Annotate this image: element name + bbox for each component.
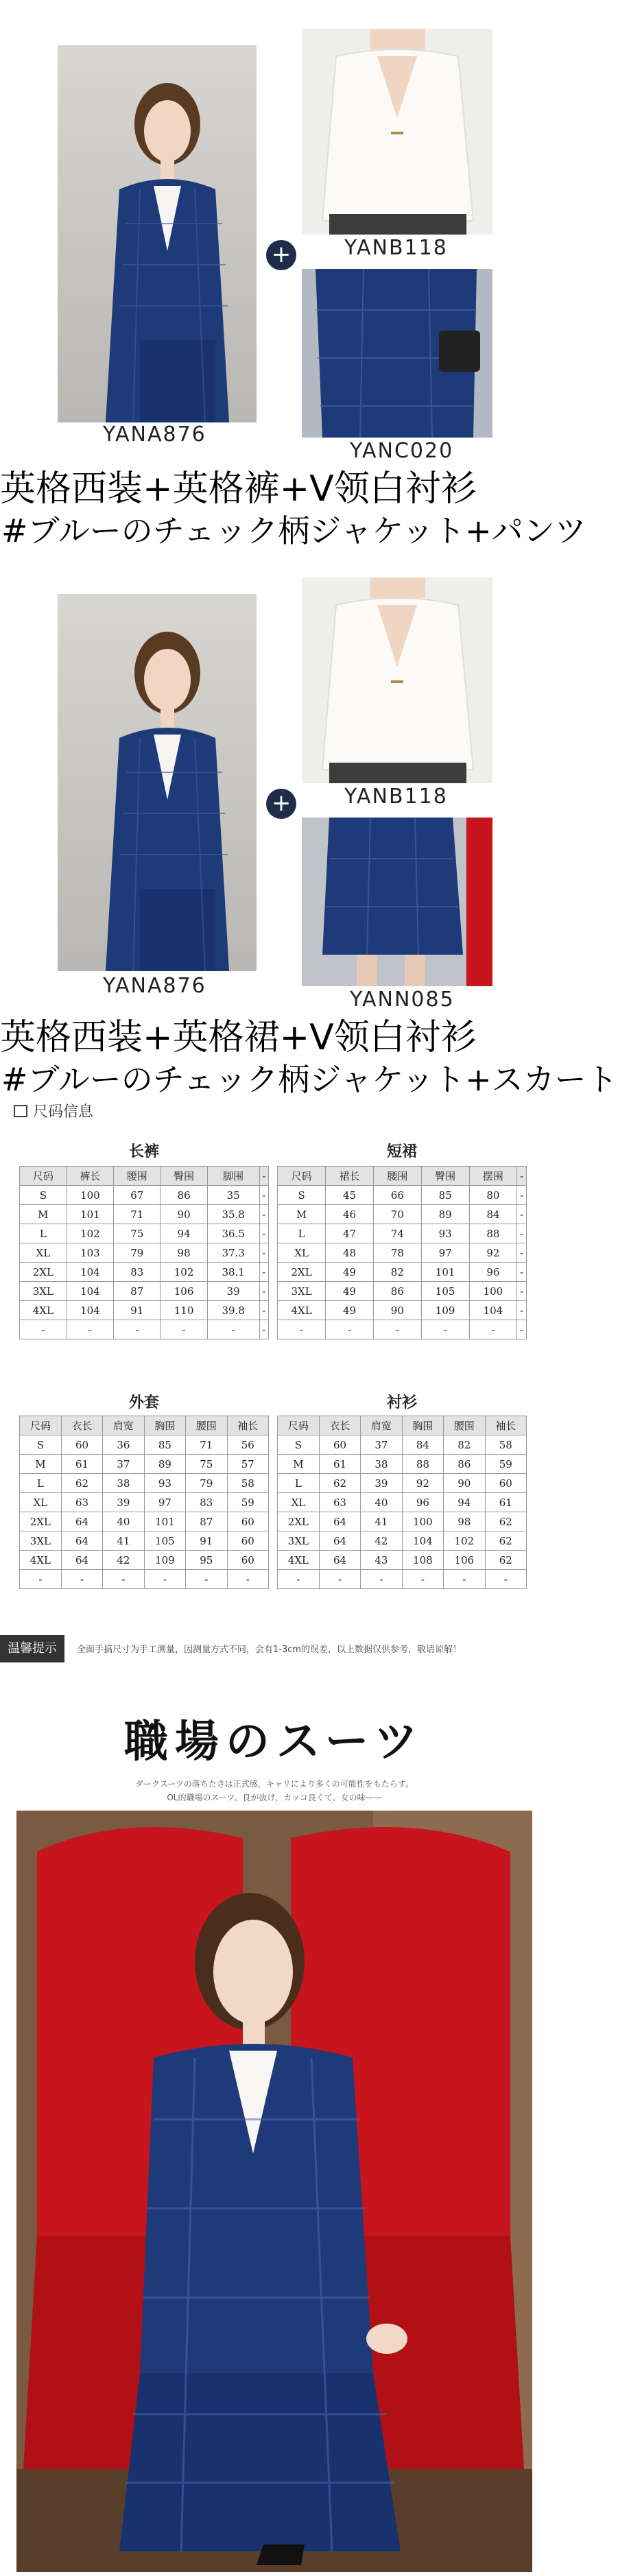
- table-cell: 60: [227, 1551, 268, 1570]
- shirt-code-2: YANB118: [344, 785, 448, 809]
- table-cell: -: [144, 1570, 185, 1589]
- table-cell: -: [207, 1320, 259, 1339]
- table-cell: 106: [444, 1551, 485, 1570]
- table-cell: 104: [469, 1301, 517, 1320]
- table-cell: XL: [278, 1243, 326, 1263]
- table-cell: 63: [319, 1493, 360, 1512]
- table-cell: -: [517, 1282, 527, 1301]
- table-cell: 104: [402, 1531, 443, 1551]
- table-row: [278, 1435, 527, 1455]
- table-cell: -: [421, 1320, 469, 1339]
- size-info-header: [14, 1100, 93, 1121]
- table-cell: 96: [469, 1263, 517, 1282]
- table-row: [278, 1301, 527, 1320]
- skirt-photo-2: [302, 818, 492, 986]
- table-cell: -: [361, 1570, 402, 1589]
- table-cell: 40: [361, 1493, 402, 1512]
- table-cell: 62: [485, 1512, 526, 1531]
- table-cell: -: [517, 1224, 527, 1243]
- table-cell: 100: [402, 1512, 443, 1531]
- table-cell: 2XL: [20, 1263, 67, 1282]
- table-cell: 61: [485, 1493, 526, 1512]
- table-cell: XL: [20, 1493, 62, 1512]
- table-title-shirt: 衬衫: [386, 1394, 417, 1411]
- table-cell: 39.8: [207, 1301, 259, 1320]
- table-cell: M: [20, 1205, 67, 1224]
- table-cell: L: [20, 1474, 62, 1493]
- table-cell: 100: [67, 1186, 113, 1205]
- table-cell: 71: [114, 1205, 161, 1224]
- hero-subtitle-1: ダークスーツの落ちたさは正式感，キャリにより多くの可能性をもたらす。: [135, 1779, 414, 1789]
- table-cell: 36.5: [207, 1224, 259, 1243]
- table-row: [20, 1435, 269, 1455]
- table-cell: 96: [402, 1493, 443, 1512]
- table-cell: -: [61, 1570, 102, 1589]
- table-cell: 101: [67, 1205, 113, 1224]
- table-cell: 63: [61, 1493, 102, 1512]
- table-cell: 61: [319, 1455, 360, 1474]
- header-cell: 裙长: [326, 1167, 374, 1186]
- table-cell: 60: [61, 1435, 102, 1455]
- table-cell: 101: [421, 1263, 469, 1282]
- header-cell: 尺码: [278, 1167, 326, 1186]
- table-cell: 38: [103, 1474, 144, 1493]
- table-cell: -: [259, 1263, 268, 1282]
- plus-icon: +: [266, 789, 296, 819]
- table-cell: 87: [114, 1282, 161, 1301]
- table-row: [20, 1493, 269, 1512]
- table-cell: 3XL: [278, 1282, 326, 1301]
- table-cell: 87: [186, 1512, 227, 1531]
- table-cell: 56: [227, 1435, 268, 1455]
- table-cell: 100: [469, 1282, 517, 1301]
- table-cell: 89: [144, 1455, 185, 1474]
- table-cell: 95: [186, 1551, 227, 1570]
- table-row: [20, 1570, 269, 1589]
- table-row: [20, 1512, 269, 1531]
- tip-text: 全面手搞尺寸为手工测量，因测量方式不同，会有1-3cm的误差，以上数据仅供参考，敬请谅解！: [77, 1645, 462, 1655]
- table-cell: -: [326, 1320, 374, 1339]
- table-cell: 64: [61, 1512, 102, 1531]
- table-cell: 62: [319, 1474, 360, 1493]
- size-table-skirt: [277, 1166, 527, 1339]
- table-cell: M: [20, 1455, 62, 1474]
- header-cell: -: [259, 1167, 268, 1186]
- banner-2-line-1: 英格西装+英格裙+V领白衬衫: [0, 1017, 477, 1058]
- table-row: [20, 1263, 269, 1282]
- pants-photo-1: [302, 269, 492, 438]
- table-cell: 102: [161, 1263, 207, 1282]
- header-cell: 肩宽: [361, 1416, 402, 1435]
- table-cell: -: [259, 1224, 268, 1243]
- table-cell: 47: [326, 1224, 374, 1243]
- table-cell: S: [20, 1435, 62, 1455]
- table-cell: S: [278, 1186, 326, 1205]
- table-cell: -: [114, 1320, 161, 1339]
- header-cell: 臀围: [161, 1167, 207, 1186]
- table-cell: 108: [402, 1551, 443, 1570]
- jacket-code-1: YANA876: [103, 422, 206, 446]
- tip-label: 温馨提示: [0, 1635, 64, 1662]
- table-row: [20, 1301, 269, 1320]
- outfit-banner-1: [0, 468, 586, 549]
- table-cell: -: [259, 1301, 268, 1320]
- table-cell: 90: [373, 1301, 421, 1320]
- header-cell: 肩宽: [103, 1416, 144, 1435]
- table-row: [278, 1474, 527, 1493]
- header-cell: 臀围: [421, 1167, 469, 1186]
- size-table-shirt: [277, 1416, 527, 1589]
- table-title-skirt: 短裙: [386, 1143, 417, 1160]
- table-cell: 35.8: [207, 1205, 259, 1224]
- table-cell: 62: [61, 1474, 102, 1493]
- table-cell: -: [161, 1320, 207, 1339]
- table-cell: 71: [186, 1435, 227, 1455]
- table-cell: 4XL: [278, 1301, 326, 1320]
- header-cell: 腰围: [186, 1416, 227, 1435]
- table-header-row: [278, 1416, 527, 1435]
- table-cell: 57: [227, 1455, 268, 1474]
- table-cell: 58: [485, 1435, 526, 1455]
- table-cell: 94: [444, 1493, 485, 1512]
- table-cell: 2XL: [278, 1263, 326, 1282]
- table-cell: -: [103, 1570, 144, 1589]
- table-cell: 97: [421, 1243, 469, 1263]
- table-cell: 82: [373, 1263, 421, 1282]
- table-cell: 109: [144, 1551, 185, 1570]
- table-row: [278, 1243, 527, 1263]
- table-cell: 102: [67, 1224, 113, 1243]
- table-cell: 79: [186, 1474, 227, 1493]
- bottom-code-1: YANC020: [350, 439, 454, 463]
- table-cell: -: [20, 1570, 62, 1589]
- table-cell: 90: [444, 1474, 485, 1493]
- table-cell: 75: [114, 1224, 161, 1243]
- table-row: [278, 1512, 527, 1531]
- header-cell: 腰围: [114, 1167, 161, 1186]
- table-cell: XL: [20, 1243, 67, 1263]
- table-cell: 45: [326, 1186, 374, 1205]
- table-cell: 83: [114, 1263, 161, 1282]
- table-title-pants: 长裤: [128, 1143, 159, 1160]
- size-info-title: 尺码信息: [33, 1104, 94, 1121]
- table-row: [20, 1224, 269, 1243]
- header-cell: 腰围: [373, 1167, 421, 1186]
- size-table-pants: [19, 1166, 269, 1339]
- table-cell: 78: [373, 1243, 421, 1263]
- table-cell: 85: [421, 1186, 469, 1205]
- table-cell: 64: [61, 1551, 102, 1570]
- shirt-code-1: YANB118: [344, 236, 448, 260]
- header-cell: 衣长: [319, 1416, 360, 1435]
- header-cell: 裤长: [67, 1167, 113, 1186]
- table-cell: -: [259, 1243, 268, 1263]
- table-row: [20, 1282, 269, 1301]
- table-cell: 61: [61, 1455, 102, 1474]
- size-table-jacket: [19, 1416, 269, 1589]
- jacket-code-2: YANA876: [103, 974, 206, 998]
- plus-icon: +: [266, 240, 296, 270]
- table-cell: 82: [444, 1435, 485, 1455]
- table-cell: 98: [161, 1243, 207, 1263]
- table-cell: -: [469, 1320, 517, 1339]
- table-cell: 49: [326, 1263, 374, 1282]
- table-cell: L: [278, 1224, 326, 1243]
- table-cell: -: [319, 1570, 360, 1589]
- table-cell: 4XL: [20, 1551, 62, 1570]
- header-cell: -: [517, 1167, 527, 1186]
- table-row: [278, 1320, 527, 1339]
- table-cell: -: [186, 1570, 227, 1589]
- table-cell: M: [278, 1455, 320, 1474]
- table-cell: 59: [485, 1455, 526, 1474]
- table-cell: 38.1: [207, 1263, 259, 1282]
- table-cell: 86: [161, 1186, 207, 1205]
- table-cell: 91: [186, 1531, 227, 1551]
- table-cell: 97: [144, 1493, 185, 1512]
- table-cell: 3XL: [278, 1531, 320, 1551]
- table-cell: 60: [227, 1512, 268, 1531]
- table-cell: 84: [402, 1435, 443, 1455]
- table-cell: 67: [114, 1186, 161, 1205]
- table-cell: -: [402, 1570, 443, 1589]
- table-row: [278, 1224, 527, 1243]
- table-cell: -: [20, 1320, 67, 1339]
- table-cell: 38: [361, 1455, 402, 1474]
- table-cell: 59: [227, 1493, 268, 1512]
- table-cell: 37: [361, 1435, 402, 1455]
- table-cell: 64: [61, 1531, 102, 1551]
- table-cell: L: [278, 1474, 320, 1493]
- table-cell: 4XL: [20, 1301, 67, 1320]
- table-cell: -: [517, 1243, 527, 1263]
- table-cell: -: [278, 1320, 326, 1339]
- banner-2-line-2: #ブルーのチェック柄ジャケット+スカート: [1, 1061, 618, 1098]
- table-cell: 85: [144, 1435, 185, 1455]
- table-cell: 62: [485, 1551, 526, 1570]
- table-cell: 83: [186, 1493, 227, 1512]
- table-cell: 110: [161, 1301, 207, 1320]
- table-cell: 39: [207, 1282, 259, 1301]
- outfit-banner-2: [0, 1017, 618, 1098]
- table-cell: 3XL: [20, 1531, 62, 1551]
- model-jacket-photo-2: [58, 594, 257, 971]
- table-cell: -: [517, 1186, 527, 1205]
- shirt-photo-1: [302, 29, 492, 235]
- table-row: [20, 1186, 269, 1205]
- table-cell: 106: [161, 1282, 207, 1301]
- table-cell: L: [20, 1224, 67, 1243]
- header-cell: 胸围: [402, 1416, 443, 1435]
- table-cell: -: [444, 1570, 485, 1589]
- table-cell: S: [278, 1435, 320, 1455]
- header-cell: 尺码: [20, 1167, 67, 1186]
- table-cell: -: [373, 1320, 421, 1339]
- table-cell: -: [259, 1320, 268, 1339]
- table-cell: 42: [361, 1531, 402, 1551]
- table-cell: 93: [421, 1224, 469, 1243]
- table-cell: 98: [444, 1512, 485, 1531]
- table-cell: -: [259, 1205, 268, 1224]
- table-row: [278, 1263, 527, 1282]
- table-header-row: [278, 1167, 527, 1186]
- table-cell: 64: [319, 1551, 360, 1570]
- table-row: [20, 1205, 269, 1224]
- table-cell: 105: [144, 1531, 185, 1551]
- table-cell: 84: [469, 1205, 517, 1224]
- table-cell: 92: [402, 1474, 443, 1493]
- table-row: [20, 1320, 269, 1339]
- table-cell: -: [517, 1301, 527, 1320]
- table-cell: 2XL: [20, 1512, 62, 1531]
- model-jacket-photo-1: [58, 45, 257, 422]
- table-row: [278, 1282, 527, 1301]
- table-cell: 104: [67, 1263, 113, 1282]
- table-cell: 90: [161, 1205, 207, 1224]
- table-cell: 43: [361, 1551, 402, 1570]
- header-cell: 袖长: [485, 1416, 526, 1435]
- shirt-photo-2: [302, 577, 492, 783]
- table-cell: 88: [402, 1455, 443, 1474]
- table-cell: -: [485, 1570, 526, 1589]
- hero-model-photo: [16, 1811, 532, 2572]
- bottom-code-2: YANN085: [350, 988, 455, 1012]
- table-cell: 75: [186, 1455, 227, 1474]
- table-cell: 60: [485, 1474, 526, 1493]
- table-cell: 86: [444, 1455, 485, 1474]
- table-cell: M: [278, 1205, 326, 1224]
- table-cell: 36: [103, 1435, 144, 1455]
- hero-subtitle-2: OL的職場のスーツ、良が抜け，カッコ良くて、女の味——: [167, 1793, 382, 1802]
- banner-1-line-1: 英格西装+英格裤+V领白衬衫: [0, 468, 477, 510]
- table-cell: 3XL: [20, 1282, 67, 1301]
- hero-title: 職場のスーツ: [123, 1716, 425, 1767]
- table-cell: 79: [114, 1243, 161, 1263]
- table-cell: 88: [469, 1224, 517, 1243]
- table-cell: 80: [469, 1186, 517, 1205]
- table-cell: 60: [227, 1531, 268, 1551]
- table-cell: 70: [373, 1205, 421, 1224]
- table-cell: 40: [103, 1512, 144, 1531]
- header-cell: 尺码: [278, 1416, 320, 1435]
- table-cell: 93: [144, 1474, 185, 1493]
- table-cell: 58: [227, 1474, 268, 1493]
- table-cell: 92: [469, 1243, 517, 1263]
- header-cell: 袖长: [227, 1416, 268, 1435]
- table-cell: 49: [326, 1301, 374, 1320]
- table-cell: 37.3: [207, 1243, 259, 1263]
- table-cell: 104: [67, 1282, 113, 1301]
- table-cell: 48: [326, 1243, 374, 1263]
- table-row: [278, 1531, 527, 1551]
- table-cell: 35: [207, 1186, 259, 1205]
- table-cell: 64: [319, 1531, 360, 1551]
- table-cell: 103: [67, 1243, 113, 1263]
- table-cell: 109: [421, 1301, 469, 1320]
- table-cell: 105: [421, 1282, 469, 1301]
- table-cell: -: [227, 1570, 268, 1589]
- table-header-row: [20, 1167, 269, 1186]
- table-cell: 41: [103, 1531, 144, 1551]
- table-row: [278, 1455, 527, 1474]
- table-row: [278, 1551, 527, 1570]
- table-cell: 64: [319, 1512, 360, 1531]
- table-cell: XL: [278, 1493, 320, 1512]
- table-cell: -: [278, 1570, 320, 1589]
- table-cell: 46: [326, 1205, 374, 1224]
- table-cell: 4XL: [278, 1551, 320, 1570]
- table-cell: 86: [373, 1282, 421, 1301]
- table-row: [20, 1243, 269, 1263]
- table-title-jacket: 外套: [128, 1394, 159, 1411]
- table-cell: 42: [103, 1551, 144, 1570]
- table-row: [20, 1551, 269, 1570]
- header-cell: 胸围: [144, 1416, 185, 1435]
- table-row: [20, 1531, 269, 1551]
- table-cell: 37: [103, 1455, 144, 1474]
- header-cell: 衣长: [61, 1416, 102, 1435]
- table-cell: 89: [421, 1205, 469, 1224]
- table-cell: 39: [103, 1493, 144, 1512]
- table-cell: 41: [361, 1512, 402, 1531]
- table-row: [278, 1205, 527, 1224]
- header-cell: 尺码: [20, 1416, 62, 1435]
- table-cell: 49: [326, 1282, 374, 1301]
- table-row: [278, 1570, 527, 1589]
- table-cell: 101: [144, 1512, 185, 1531]
- table-cell: 104: [67, 1301, 113, 1320]
- header-cell: 摆围: [469, 1167, 517, 1186]
- table-cell: 91: [114, 1301, 161, 1320]
- banner-1-line-2: #ブルーのチェック柄ジャケット+パンツ: [1, 512, 586, 549]
- table-row: [20, 1455, 269, 1474]
- table-cell: -: [517, 1263, 527, 1282]
- table-cell: 74: [373, 1224, 421, 1243]
- header-cell: 腰围: [444, 1416, 485, 1435]
- table-row: [278, 1186, 527, 1205]
- table-cell: -: [517, 1320, 527, 1339]
- table-cell: -: [259, 1186, 268, 1205]
- table-cell: 39: [361, 1474, 402, 1493]
- table-cell: -: [67, 1320, 113, 1339]
- table-header-row: [20, 1416, 269, 1435]
- table-cell: 102: [444, 1531, 485, 1551]
- table-cell: -: [517, 1205, 527, 1224]
- table-row: [278, 1493, 527, 1512]
- table-cell: 2XL: [278, 1512, 320, 1531]
- table-icon: [14, 1105, 27, 1117]
- table-cell: 66: [373, 1186, 421, 1205]
- table-cell: S: [20, 1186, 67, 1205]
- header-cell: 脚围: [207, 1167, 259, 1186]
- table-cell: -: [259, 1282, 268, 1301]
- table-cell: 94: [161, 1224, 207, 1243]
- table-cell: 62: [485, 1531, 526, 1551]
- table-cell: 60: [319, 1435, 360, 1455]
- table-row: [20, 1474, 269, 1493]
